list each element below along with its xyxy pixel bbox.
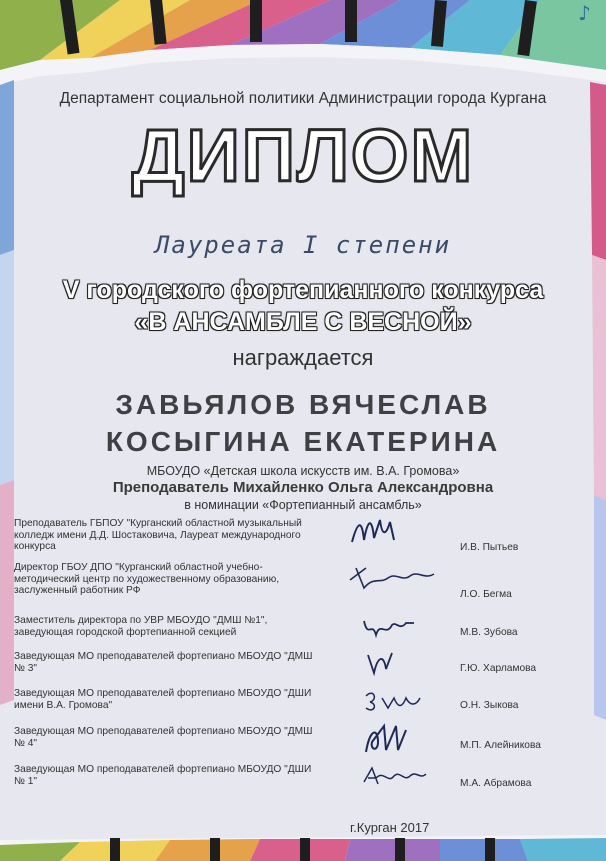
signature-icon: [344, 760, 454, 794]
signature-icon: [344, 684, 454, 718]
school-name: МБОУДО «Детская школа искусств им. В.А. Громова»: [146, 464, 460, 478]
signatory-name: М.П. Алейникова: [460, 740, 541, 751]
bottom-border-keys: [0, 835, 606, 861]
signature-icon: [344, 514, 454, 548]
teacher-name: Преподаватель Михайленко Ольга Александровна: [112, 479, 494, 496]
signatory-role: Заведующая МО преподавателей фортепиано МБОУДО "ДШИ имени В.А. Громова": [14, 688, 312, 711]
contest-name-line1: V городского фортепианного конкурса: [62, 276, 544, 304]
nomination: в номинации «Фортепианный ансамбль»: [184, 498, 422, 512]
signature-icon: [344, 647, 454, 681]
signatory-name: М.В. Зубова: [460, 627, 518, 638]
signature-icon: [344, 722, 454, 756]
recipient-name-2: КОСЫГИНА ЕКАТЕРИНА: [105, 426, 501, 457]
department-heading: Департамент социальной политики Администрации города Кургана: [59, 90, 547, 107]
signatory-name: И.В. Пытьев: [460, 542, 519, 553]
awarded-label: награждается: [232, 345, 374, 370]
diploma-title: ДИПЛОМ: [131, 114, 475, 197]
signatory-role: Преподаватель ГБПОУ "Курганский областной музыкальный колледж имени Д.Д. Шостаковича, Лауреат международного конкурса: [14, 518, 302, 552]
svg-text:♪: ♪: [578, 1, 591, 25]
recipient-name-1: ЗАВЬЯЛОВ ВЯЧЕСЛАВ: [115, 389, 491, 420]
contest-name-line2: «В АНСАМБЛЕ С ВЕСНОЙ»: [134, 308, 472, 336]
laureate-degree: Лауреата I степени: [154, 231, 452, 259]
signatory-role: Заведующая МО преподавателей фортепиано МБОУДО "ДМШ № 3": [14, 651, 313, 674]
signatory-name: Л.О. Бегма: [460, 589, 512, 600]
signatory-role: Заведующая МО преподавателей фортепиано МБОУДО "ДШИ № 1": [14, 764, 312, 787]
city-year: г.Курган 2017: [350, 820, 430, 835]
signatory-role: Заместитель директора по УВР МБОУДО "ДМШ №1", заведующая городской фортепианной секцией: [14, 615, 268, 638]
signatory-name: Г.Ю. Харламова: [460, 663, 537, 674]
top-border-keys: [0, 0, 606, 85]
signatory-role: Заведующая МО преподавателей фортепиано МБОУДО "ДМШ № 4": [14, 726, 313, 749]
signature-icon: [344, 611, 454, 645]
signature-icon: [344, 558, 454, 592]
signatory-role: Директор ГБОУ ДПО "Курганский областной учебно-методический центр по художественному образованию, заслуженный работник РФ: [14, 562, 280, 596]
signatory-name: М.А. Абрамова: [460, 778, 532, 789]
signatory-name: О.Н. Зыкова: [460, 700, 519, 711]
